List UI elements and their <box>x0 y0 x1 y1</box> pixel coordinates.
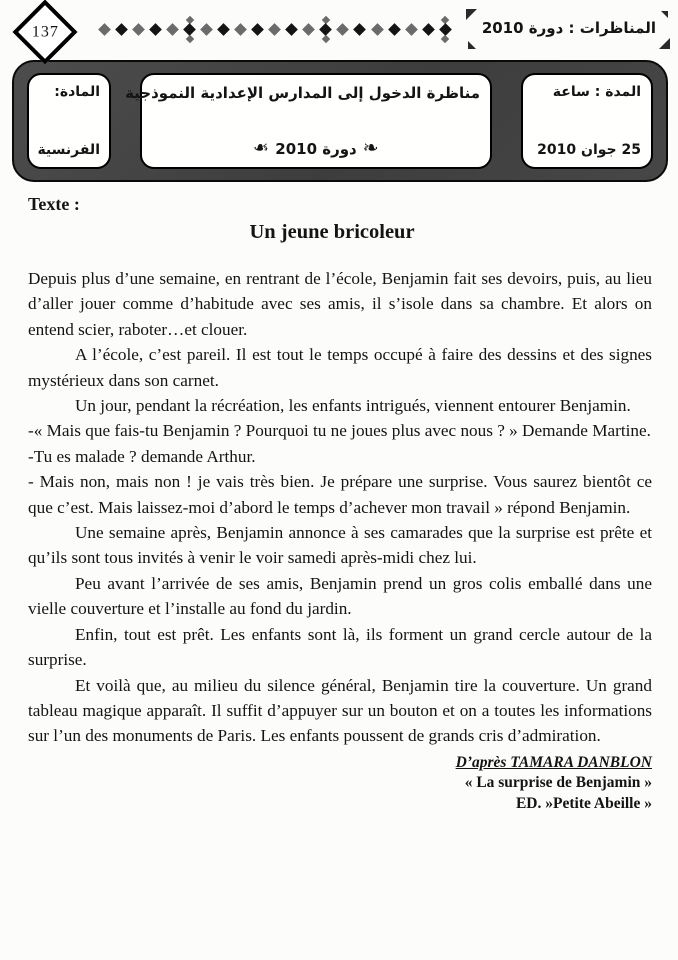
page-number: 137 <box>31 23 59 40</box>
corner-mark-icon <box>659 38 670 49</box>
session-text: دورة 2010 <box>275 139 357 158</box>
corner-mark-icon <box>466 9 477 20</box>
paragraph: Peu avant l’arrivée de ses amis, Benjamin prend un gros colis emballé dans une vielle couverture et l’installe au fond du jardin. <box>28 573 652 619</box>
body-text <box>28 266 652 749</box>
diamond-cluster-icon <box>321 17 330 42</box>
page-number-badge <box>12 0 77 65</box>
paragraph: Enfin, tout est prêt. Les enfants sont là, ils forment un grand cercle autour de la surprise. <box>28 624 652 670</box>
diamond-icon <box>439 23 452 36</box>
diamond-icon <box>149 23 162 36</box>
diamond-icon <box>234 23 247 36</box>
diamond-divider <box>80 17 466 42</box>
document-title: Un jeune bricoleur <box>249 221 415 243</box>
diamond-icon <box>285 23 298 36</box>
session-line <box>152 139 480 158</box>
attribution-author: D’après TAMARA DANBLON <box>455 753 652 771</box>
floral-ornament-icon: ❧ <box>362 137 379 159</box>
diamond-icon <box>405 23 418 36</box>
exam-title: مناظرة الدخول إلى المدارس الإعدادية النموذجية <box>125 84 480 102</box>
paragraph: Un jour, pendant la récréation, les enfants intrigués, viennent entourer Benjamin. <box>75 396 631 416</box>
paragraph: A l’école, c’est pareil. Il est tout le temps occupé à faire des dessins et des signes mystérieux dans son carnet. <box>28 345 652 390</box>
exam-title-card <box>125 73 492 169</box>
paragraph: Une semaine après, Benjamin annonce à ses camarades que la surprise est prête et qu’ils sont tous invités à venir le voir samedi après-midi chez lui. <box>28 523 652 568</box>
diamond-icon <box>322 34 330 42</box>
paragraph: -Tu es malade ? demande Arthur. <box>28 446 256 466</box>
diamond-icon <box>388 23 401 36</box>
paragraph: -« Mais que fais-tu Benjamin ? Pourquoi tu ne joues plus avec nous ? » Demande Martine. <box>28 421 651 441</box>
exam-session-label <box>466 9 670 49</box>
paragraph: Depuis plus d’une semaine, en rentrant de l’école, Benjamin fait ses devoirs, puis, au lieu d’aller jouer comme d’habitude avec ses amis, il s’isole dans sa chambre. Et alors on entend scier, raboter…et clouer. <box>28 269 652 339</box>
diamond-icon <box>422 23 435 36</box>
subject-label: المادة: <box>54 84 100 100</box>
corner-mark-icon <box>661 11 668 18</box>
diamond-icon <box>185 34 193 42</box>
page-header-band <box>0 0 678 56</box>
paragraph: Et voilà que, au milieu du silence général, Benjamin tire la couverture. Un grand tableau magique apparaît. Il suffit d’appuyer sur un bouton et on a toutes les informations sur l’un des monuments de Paris. Les enfants poussent de grands cris d’admiration. <box>28 675 652 746</box>
paragraph: - Mais non, mais non ! je vais très bien. Je prépare une surprise. Vous saurez bientôt ce que c’est. Mais laissez-moi d’abord le temps d’achever mon travail » répond Benjamin. <box>28 472 652 517</box>
subject-card <box>27 73 111 169</box>
attribution <box>0 753 652 815</box>
diamond-icon <box>354 23 367 36</box>
diamond-icon <box>303 23 316 36</box>
floral-ornament-icon: ❧ <box>253 137 270 159</box>
diamond-icon <box>115 23 128 36</box>
attribution-publisher: ED. »Petite Abeille » <box>515 794 652 812</box>
corner-mark-icon <box>468 41 476 49</box>
diamond-icon <box>268 23 281 36</box>
subject-value: الفرنسية <box>37 142 100 158</box>
diamond-icon <box>200 23 213 36</box>
diamond-icon <box>132 23 145 36</box>
duration-card <box>521 73 653 169</box>
exam-header-box <box>12 60 668 182</box>
diamond-cluster-icon <box>441 17 450 42</box>
diamond-cluster-icon <box>185 17 194 42</box>
exam-date: 25 جوان 2010 <box>537 142 641 158</box>
diamond-icon <box>441 34 449 42</box>
texte-label: Texte : <box>28 194 80 214</box>
duration-text: المدة : ساعة <box>552 84 641 100</box>
diamond-icon <box>217 23 230 36</box>
exam-session-text: المناظرات : دورة 2010 <box>481 19 656 37</box>
diamond-icon <box>322 15 330 23</box>
attribution-work: « La surprise de Benjamin » <box>464 774 652 792</box>
diamond-icon <box>251 23 264 36</box>
diamond-icon <box>371 23 384 36</box>
diamond-icon <box>166 23 179 36</box>
diamond-icon <box>337 23 350 36</box>
diamond-icon <box>320 23 333 36</box>
diamond-icon <box>98 23 111 36</box>
